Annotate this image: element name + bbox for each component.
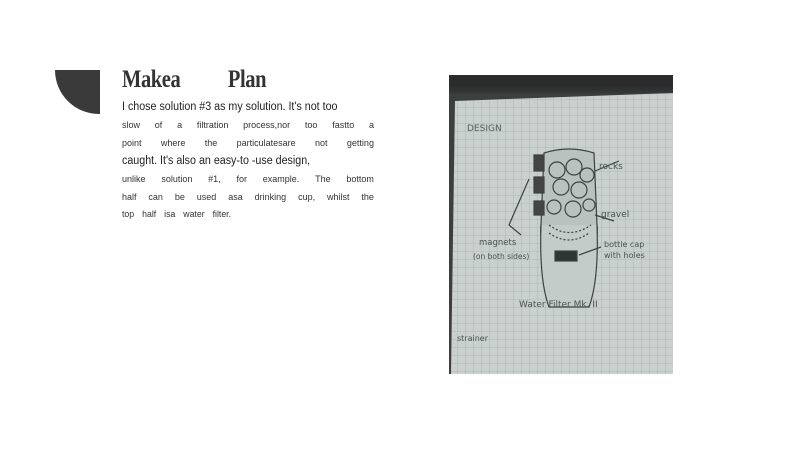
word: The — [315, 174, 331, 184]
word: asa — [228, 192, 243, 202]
label-magnets: magnets — [479, 238, 517, 248]
word: solution — [161, 174, 193, 184]
body-line-1: I chose solution #3 as my solution. It's not too — [122, 101, 338, 113]
word: the — [204, 138, 218, 148]
body-text — [122, 98, 374, 224]
word: too — [304, 120, 318, 130]
word: particulatesare — [236, 138, 296, 148]
word: process,nor — [243, 120, 291, 130]
body-line-5 — [122, 170, 374, 188]
body-line-7: top half isa water filter. — [122, 209, 232, 220]
word: #1, — [208, 174, 221, 184]
title-word-1: Makea — [122, 66, 181, 93]
word: drinking — [254, 192, 287, 202]
title-word-2: Plan — [227, 66, 267, 93]
word: example. — [262, 174, 300, 184]
label-design: DESIGN — [467, 124, 502, 134]
sketch-photo — [449, 75, 673, 374]
sketch-caption: Water Filter Mk. II — [519, 300, 598, 310]
word: be — [174, 192, 185, 202]
word: cup, — [298, 192, 316, 202]
word: bottom — [346, 174, 374, 184]
word: not — [315, 138, 328, 148]
word: getting — [346, 138, 374, 148]
word: point — [122, 138, 142, 148]
corner-decoration — [55, 70, 100, 114]
slide-title — [122, 66, 266, 94]
word: the — [361, 192, 374, 202]
word: where — [160, 138, 186, 148]
label-rocks: rocks — [599, 162, 623, 172]
body-line-6 — [122, 188, 374, 206]
label-strainer: strainer — [457, 334, 488, 343]
label-bottle-cap: bottle cap — [604, 240, 645, 249]
word: used — [196, 192, 217, 202]
word: filtration — [196, 120, 229, 130]
word: can — [148, 192, 163, 202]
body-line-2 — [122, 116, 374, 134]
word: fastto — [332, 120, 355, 130]
word: a — [368, 120, 374, 130]
word: for — [236, 174, 247, 184]
word: of — [154, 120, 163, 130]
body-line-4: caught. It's also an easy-to -use design, — [122, 155, 311, 167]
word: a — [177, 120, 183, 130]
label-with-holes: with holes — [604, 251, 645, 260]
word: whilst — [326, 192, 350, 202]
label-magnets-note: (on both sides) — [473, 252, 530, 261]
body-line-3 — [122, 134, 374, 152]
word: half — [122, 192, 137, 202]
label-gravel: gravel — [601, 210, 630, 220]
word: unlike — [122, 174, 146, 184]
word: slow — [122, 120, 141, 130]
